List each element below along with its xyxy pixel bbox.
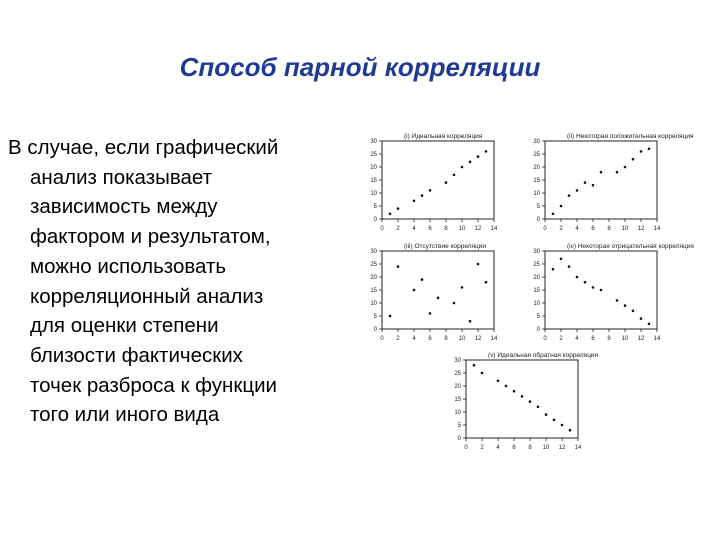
data-point [453, 302, 456, 305]
x-tick-label: 8 [607, 336, 611, 342]
data-point [632, 158, 635, 161]
text-line: для оценки степени [30, 314, 219, 338]
data-point [473, 364, 476, 367]
data-point [616, 171, 619, 174]
data-point [461, 166, 464, 169]
data-point [437, 297, 440, 300]
data-point [632, 310, 635, 313]
y-tick-label: 5 [373, 204, 377, 210]
data-point [529, 400, 532, 403]
data-point [485, 150, 488, 153]
y-tick-label: 20 [533, 165, 540, 171]
data-point [600, 289, 603, 292]
data-point [616, 299, 619, 302]
x-tick-label: 12 [637, 336, 645, 342]
data-point [600, 171, 603, 174]
data-point [560, 205, 563, 208]
y-tick-label: 5 [457, 423, 461, 429]
data-point [648, 148, 651, 151]
x-tick-label: 12 [637, 226, 645, 232]
data-point [421, 194, 424, 197]
data-point [461, 286, 464, 289]
data-point [568, 265, 571, 268]
x-tick-label: 12 [558, 445, 566, 451]
plot-frame [382, 141, 494, 219]
data-point [552, 213, 555, 216]
data-point [429, 312, 432, 315]
plot-frame [466, 360, 578, 438]
plot-frame [382, 251, 494, 329]
x-tick-label: 4 [575, 226, 579, 232]
data-point [592, 184, 595, 187]
y-tick-label: 0 [373, 327, 377, 333]
data-point [624, 166, 627, 169]
y-tick-label: 20 [370, 165, 377, 171]
data-point [592, 286, 595, 289]
data-point [569, 429, 572, 432]
text-line: точек разброса к функции [30, 373, 277, 397]
x-tick-label: 10 [458, 226, 466, 232]
y-tick-label: 25 [370, 262, 377, 268]
data-point [453, 174, 456, 177]
text-line: зависимость между [30, 195, 218, 219]
data-point [560, 258, 563, 261]
data-point [469, 161, 472, 164]
y-tick-label: 5 [373, 314, 377, 320]
data-point [469, 320, 472, 323]
x-tick-label: 6 [591, 336, 595, 342]
data-point [537, 406, 540, 409]
y-tick-label: 25 [533, 152, 540, 158]
x-tick-label: 14 [653, 226, 661, 232]
data-point [485, 281, 488, 284]
slide-title: Способ парной корреляции [179, 52, 541, 82]
text-line: можно использовать [30, 254, 227, 278]
x-tick-label: 10 [621, 226, 629, 232]
data-point [429, 189, 432, 192]
y-tick-label: 30 [370, 139, 377, 145]
text-line: корреляционный анализ [30, 284, 264, 308]
panel-title: (i) Идеальная корреляция [404, 133, 483, 140]
data-point [397, 265, 400, 268]
y-tick-label: 15 [370, 178, 377, 184]
y-tick-label: 10 [533, 301, 540, 307]
x-tick-label: 14 [490, 336, 498, 342]
data-point [477, 155, 480, 158]
data-point [552, 268, 555, 271]
x-tick-label: 8 [444, 336, 448, 342]
x-tick-label: 6 [512, 445, 516, 451]
x-tick-label: 14 [490, 226, 498, 232]
y-tick-label: 10 [533, 191, 540, 197]
data-point [624, 304, 627, 307]
x-tick-label: 0 [464, 445, 468, 451]
data-point [421, 278, 424, 281]
x-tick-label: 2 [559, 336, 563, 342]
data-point [481, 372, 484, 375]
x-tick-label: 8 [607, 226, 611, 232]
y-tick-label: 30 [533, 139, 540, 145]
text-line: анализ показывает [30, 165, 213, 189]
text-line: того или иного вида [30, 403, 220, 427]
panel-title: (ii) Некоторая положительная корреляция [567, 133, 694, 140]
x-tick-label: 0 [380, 336, 384, 342]
data-point [568, 194, 571, 197]
y-tick-label: 15 [370, 288, 377, 294]
y-tick-label: 10 [370, 191, 377, 197]
x-tick-label: 4 [575, 336, 579, 342]
data-point [584, 181, 587, 184]
x-tick-label: 2 [559, 226, 563, 232]
x-tick-label: 2 [480, 445, 484, 451]
data-point [576, 276, 579, 279]
data-point [477, 263, 480, 266]
x-tick-label: 12 [474, 336, 482, 342]
y-tick-label: 0 [373, 217, 377, 223]
data-point [413, 289, 416, 292]
data-point [497, 380, 500, 383]
text-line: фактором и результатом, [30, 225, 271, 249]
text-line: близости фактических [30, 343, 243, 367]
x-tick-label: 10 [621, 336, 629, 342]
data-point [545, 413, 548, 416]
x-tick-label: 6 [428, 226, 432, 232]
y-tick-label: 10 [370, 301, 377, 307]
y-tick-label: 30 [454, 358, 461, 364]
y-tick-label: 25 [370, 152, 377, 158]
data-point [553, 419, 556, 422]
data-point [640, 317, 643, 320]
x-tick-label: 8 [528, 445, 532, 451]
panel-title: (v) Идеальная обратная корреляция [488, 352, 599, 359]
data-point [584, 281, 587, 284]
data-point [505, 385, 508, 388]
y-tick-label: 0 [536, 217, 540, 223]
x-tick-label: 2 [396, 226, 400, 232]
data-point [640, 150, 643, 153]
plot-frame [545, 141, 657, 219]
x-tick-label: 8 [444, 226, 448, 232]
data-point [513, 390, 516, 393]
x-tick-label: 10 [542, 445, 550, 451]
y-tick-label: 20 [454, 384, 461, 390]
y-tick-label: 20 [370, 275, 377, 281]
panel-title: (iv) Некоторая отрицательная корреляция [567, 243, 694, 250]
y-tick-label: 20 [533, 275, 540, 281]
x-tick-label: 0 [543, 226, 547, 232]
x-tick-label: 14 [653, 336, 661, 342]
y-tick-label: 15 [533, 288, 540, 294]
x-tick-label: 6 [591, 226, 595, 232]
x-tick-label: 10 [458, 336, 466, 342]
y-tick-label: 30 [533, 249, 540, 255]
x-tick-label: 0 [543, 336, 547, 342]
y-tick-label: 0 [457, 436, 461, 442]
data-point [397, 207, 400, 210]
y-tick-label: 5 [536, 204, 540, 210]
y-tick-label: 30 [370, 249, 377, 255]
y-tick-label: 15 [454, 397, 461, 403]
data-point [648, 323, 651, 326]
y-tick-label: 25 [454, 371, 461, 377]
panel-title: (iii) Отсутствие корреляции [404, 243, 487, 250]
y-tick-label: 5 [536, 314, 540, 320]
data-point [521, 395, 524, 398]
y-tick-label: 15 [533, 178, 540, 184]
x-tick-label: 4 [412, 336, 416, 342]
text-line: В случае, если графический [8, 136, 279, 159]
x-tick-label: 6 [428, 336, 432, 342]
x-tick-label: 0 [380, 226, 384, 232]
y-tick-label: 25 [533, 262, 540, 268]
data-point [413, 200, 416, 203]
x-tick-label: 14 [574, 445, 582, 451]
data-point [576, 189, 579, 192]
data-point [389, 315, 392, 318]
data-point [445, 181, 448, 184]
data-point [389, 213, 392, 216]
data-point [561, 424, 564, 427]
y-tick-label: 0 [536, 327, 540, 333]
x-tick-label: 2 [396, 336, 400, 342]
x-tick-label: 4 [496, 445, 500, 451]
y-tick-label: 10 [454, 410, 461, 416]
x-tick-label: 4 [412, 226, 416, 232]
x-tick-label: 12 [474, 226, 482, 232]
